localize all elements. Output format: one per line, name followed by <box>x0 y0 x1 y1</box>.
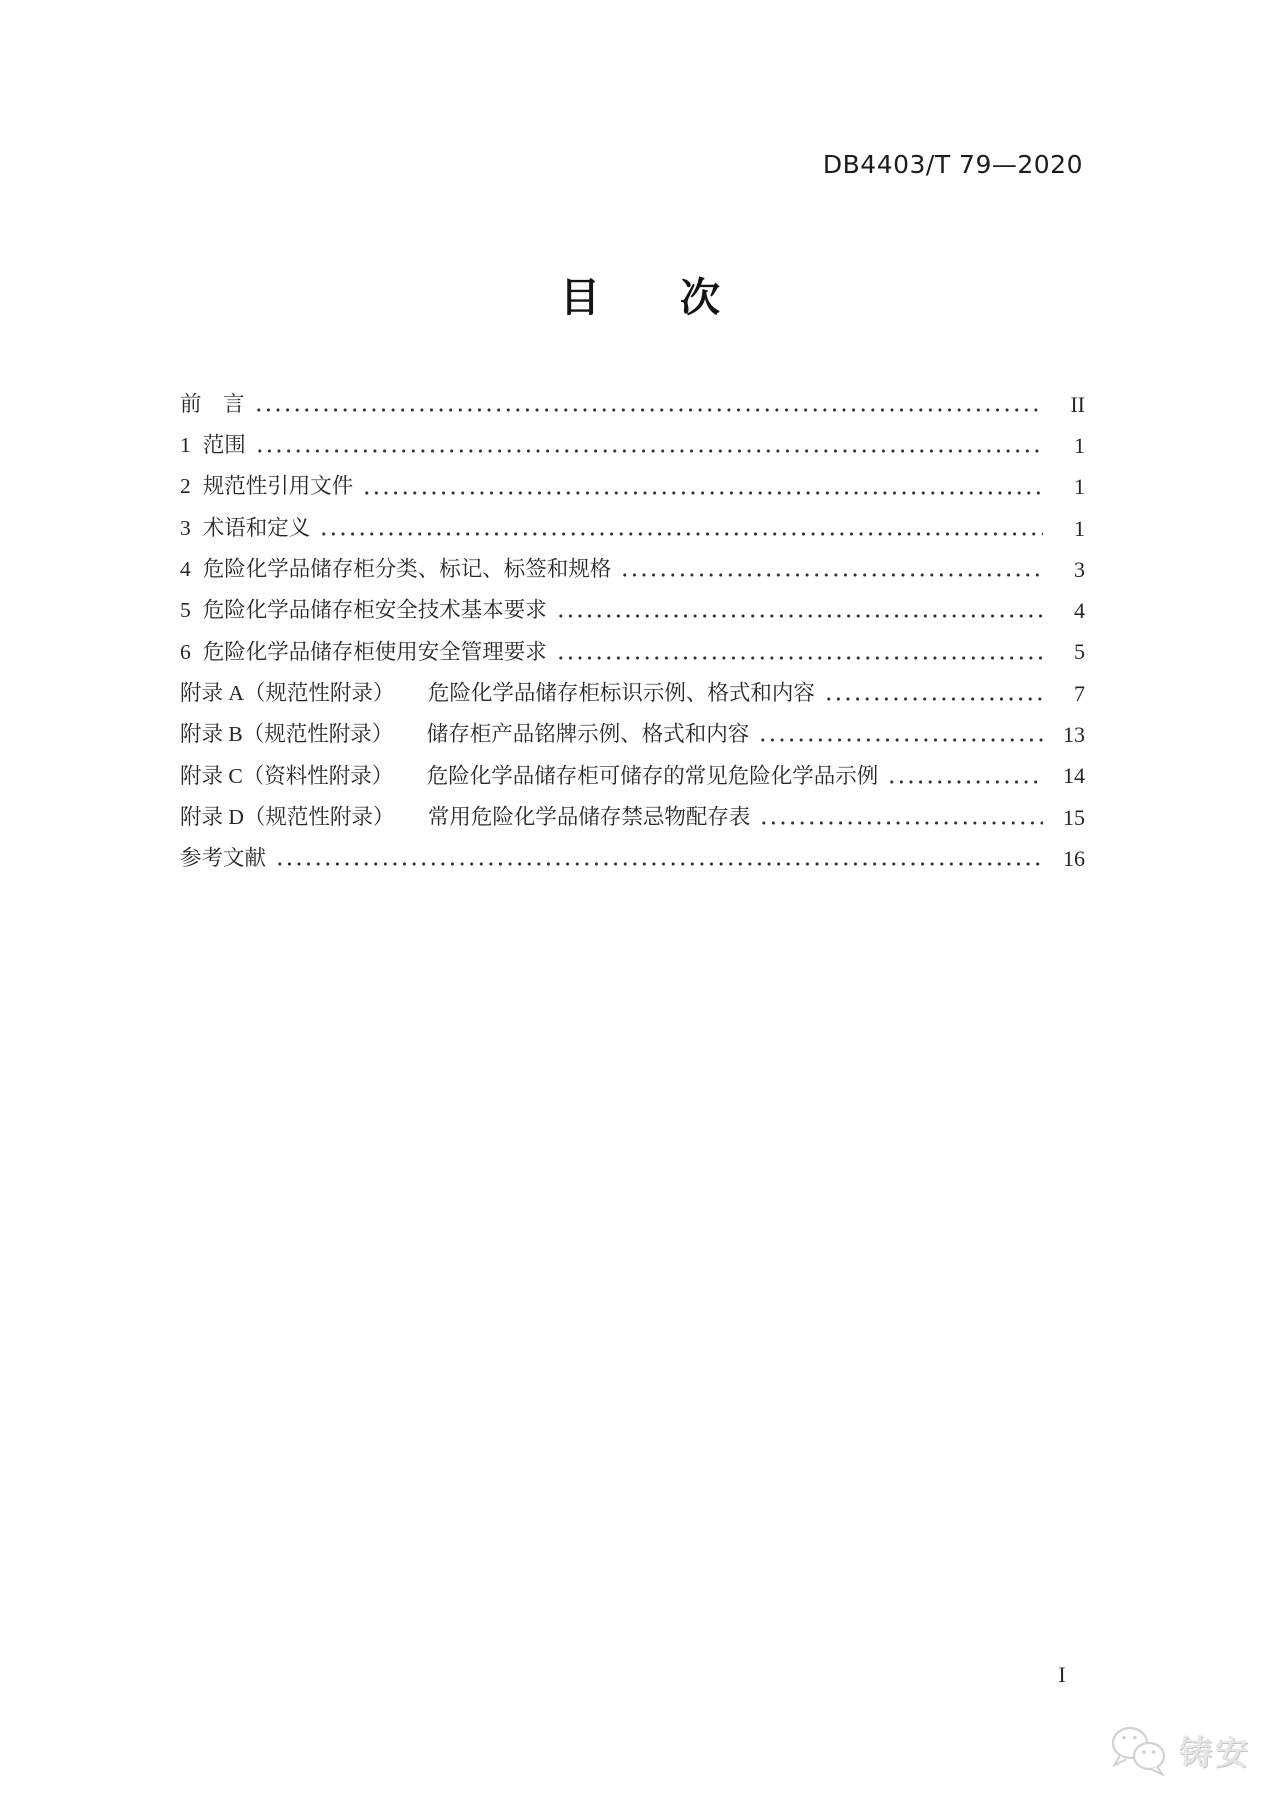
toc-entry <box>180 673 1085 714</box>
toc-entry <box>180 756 1085 797</box>
toc-leader-dots <box>758 714 1043 755</box>
toc-entry-page: 1 <box>1074 432 1085 458</box>
toc-leader-dots <box>255 425 1043 466</box>
toc-entry-page: 13 <box>1063 722 1085 748</box>
toc-entry-prefix: 2 <box>180 474 191 499</box>
toc-entry-label: 危险化学品储存柜分类、标记、标签和规格 <box>202 557 612 582</box>
page-title: 目 次 <box>560 275 720 321</box>
toc-leader-dots <box>254 384 1043 425</box>
toc-entry-page: 14 <box>1063 763 1085 789</box>
toc-leader-dots <box>887 756 1043 797</box>
toc-entry-page: 1 <box>1074 515 1085 541</box>
toc-entry-label: 范围 <box>202 433 246 458</box>
toc-entry-page: 7 <box>1074 680 1085 706</box>
toc-entry <box>180 425 1085 466</box>
toc-entry-page: 4 <box>1074 598 1085 624</box>
toc-entry-prefix: 6 <box>180 639 191 664</box>
toc-entry <box>180 838 1085 879</box>
toc-leader-dots <box>319 508 1043 549</box>
toc-leader-dots <box>620 549 1043 590</box>
toc-leader-dots <box>556 590 1043 631</box>
toc-leader-dots <box>275 838 1043 879</box>
toc-leader-dots <box>362 467 1043 508</box>
toc-entry-prefix: 附录 C（资料性附录） <box>180 763 394 788</box>
toc-entry-prefix: 4 <box>180 557 191 582</box>
toc-entry-prefix: 附录 B（规范性附录） <box>180 722 394 747</box>
toc-entry-label: 危险化学品储存柜使用安全管理要求 <box>202 639 547 664</box>
toc-entry-label: 规范性引用文件 <box>202 474 354 499</box>
toc-entry <box>180 714 1085 755</box>
toc-leader-dots <box>759 797 1043 838</box>
toc-entry-prefix: 1 <box>180 433 191 458</box>
toc-entry-page: 1 <box>1074 474 1085 500</box>
toc-entry-prefix: 5 <box>180 598 191 623</box>
toc-entry <box>180 384 1085 425</box>
toc-entry-label: 储存柜产品铭牌示例、格式和内容 <box>405 722 750 747</box>
toc-entry <box>180 797 1085 838</box>
toc-entry <box>180 549 1085 590</box>
toc-entry-label: 前 言 <box>180 391 245 416</box>
toc-entry-prefix: 3 <box>180 515 191 540</box>
toc-entry-page: 15 <box>1063 804 1085 830</box>
toc-entry-label: 危险化学品储存柜标识示例、格式和内容 <box>406 680 815 705</box>
page-number: I <box>1058 1662 1066 1687</box>
watermark <box>1108 1724 1251 1776</box>
toc-entry-label: 参考文献 <box>180 846 267 871</box>
toc-entry-page: 16 <box>1063 845 1085 871</box>
toc-entry-label: 常用危险化学品储存禁忌物配存表 <box>406 804 751 829</box>
chat-bubbles-icon <box>1108 1724 1170 1776</box>
toc-entry <box>180 632 1085 673</box>
toc-list <box>180 384 1085 880</box>
toc-entry-page: II <box>1070 391 1085 417</box>
toc-entry-label: 危险化学品储存柜可储存的常见危险化学品示例 <box>405 763 879 788</box>
toc-entry <box>180 590 1085 631</box>
toc-entry-page: 5 <box>1074 639 1085 665</box>
toc-entry-prefix: 附录 D（规范性附录） <box>180 804 395 829</box>
standard-number: DB4403/T 79—2020 <box>822 150 1083 179</box>
toc-entry-page: 3 <box>1074 556 1085 582</box>
toc-entry-label: 术语和定义 <box>202 515 311 540</box>
toc-leader-dots <box>556 632 1043 673</box>
watermark-text: 铸安 <box>1179 1732 1251 1772</box>
toc-entry-label: 危险化学品储存柜安全技术基本要求 <box>202 598 547 623</box>
toc-entry-prefix: 附录 A（规范性附录） <box>180 680 395 705</box>
toc-leader-dots <box>824 673 1043 714</box>
toc-entry <box>180 467 1085 508</box>
toc-entry <box>180 508 1085 549</box>
